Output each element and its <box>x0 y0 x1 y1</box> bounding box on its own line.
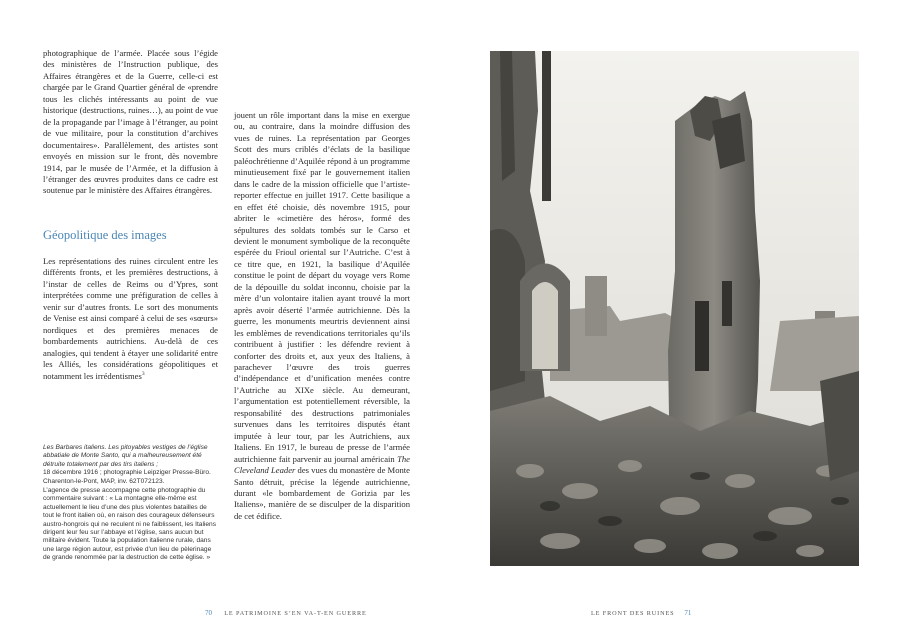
left-running-title: LE PATRIMOINE S’EN VA-T-EN GUERRE <box>224 610 367 617</box>
right-page-number: 71 <box>684 609 692 617</box>
ruins-photo-illustration <box>490 51 859 566</box>
right-footer <box>591 609 691 617</box>
paragraph: photographique de l’armée. Placée sous l’égide des ministères de l’Instruction publique, des Affaires étrangères et de la Guerre, celle-ci est chargée par le Grand Quartier général de «prendre tous les clichés intéressants au point de vue historique (destructions, ruines…), au point de vue de la propagande par l’image à l’étranger, au point de vue militaire, pour la constitution d’archives documentaires». Parallèlement, des artistes sont envoyés en mission sur le front, dès novembre 1914, par le musée de l’Armée, et la diffusion à l’étranger des œuvres produites dans ce cadre est soutenue par le ministère des Affaires étrangères. <box>43 48 218 196</box>
paragraph-text: jouent un rôle important dans la mise en exergue ou, au contraire, dans la moindre diffusion des vues de ruines. La représentation par Georges Scott des murs criblés d’éclats de la basilique paléochrétienne d’Aquilée répond à un programme minutieusement fixé par le gouvernement italien dans le cadre de la mission officielle que l’artiste-reporter effectue en juillet 1917. Cette basilique a en effet été choisie, dès novembre 1915, pour abriter le «cimetière des héros», formé des sépultures des soldats tombés sur le Carso et devient le monument symbolique de la reconquête espérée du Frioul oriental sur l’Autriche. C’est à ce titre que, en 1921, la basilique d’Aquilée constitue le point de départ du voyage vers Rome de la dépouille du soldat inconnu, choisie par la mère d’un volontaire italien ayant trouvé la mort après avoir déserté l’armée autrichienne. Dès la guerre, les monuments meurtris deviennent ainsi les emblèmes de revendications territoriales qu’ils contribuent à justifier : les défendre revient à conforter des droits et, aux yeux des Italiens, à parachever l’œuvre des trois guerres d’indépendance et d’unification menées contre l’Autriche au XIXe siècle. Au demeurant, l’argumentation est potentiellement réversible, la responsabilité des destructions patrimoniales survenues dans les territoires disputés étant imputée à leur tour, par les Autrichiens, aux Italiens. En 1917, le bureau de presse de l’armée autrichienne fait parvenir au journal américain <box>234 110 410 464</box>
paragraph <box>234 110 410 522</box>
footnote-ref: 3 <box>141 370 145 377</box>
left-footer <box>205 609 367 617</box>
paragraph <box>43 256 218 382</box>
column-1-top <box>43 48 218 197</box>
caption-credit: 18 décembre 1916 ; photographie Leipziger Presse-Büro. Charenton-le-Pont, MAP, inv. 62T072123. <box>43 469 211 485</box>
column-1-bottom <box>43 256 218 382</box>
photo-caption <box>43 444 219 563</box>
ruins-photograph <box>490 51 859 566</box>
caption-body: L’agence de presse accompagne cette photographie du commentaire suivant : « La montagne elle-même est actuellement le lieu d’une des plus violentes batailles de tout le front italien où, en raison des courageux défenseurs austro-hongrois qui ne reculent ni ne faiblissent, les Italiens dirigent leur feu sur l’abbaye et l’église, sans aucun but militaire évident. Toute la population italienne rurale, dans une large région autour, est privée d’un lieu de pèlerinage de grande renommée par la destruction de cette église. » <box>43 487 217 562</box>
column-2 <box>234 110 410 522</box>
right-running-title: LE FRONT DES RUINES <box>591 610 675 617</box>
paragraph-text: Les représentations des ruines circulent entre les différents fronts, et les premières destructions, à l’instar de celles de Reims ou d’Ypres, sont interprétées comme une préfiguration de celles à venir sur d’autres fronts. Le sort des monuments de Venise est ainsi comparé à celui de ses «sœurs» nordiques et des premières menaces de bombardements autrichiens. Au-delà de ces analogies, qui tendent à étayer une solidarité entre les Alliés, les considérations géopolitiques et notamment les irrédentismes <box>43 256 218 381</box>
caption-title: Les Barbares italiens. Les pitoyables vestiges de l’église abbatiale de Monte Santo, qui a malheureusement été détruite totalement par des tirs italiens ; <box>43 444 208 468</box>
section-heading: Géopolitique des images <box>43 228 167 242</box>
left-page-number: 70 <box>205 609 212 617</box>
newspaper-title: The Cleveland Leader <box>234 453 410 476</box>
paragraph-text: des vues du monastère de Monte Santo détruit, précise la légende autrichienne, durant «le bombardement de Gorizia par les Italiens», manière de se disculper de la disparition de cet édifice. <box>234 465 410 521</box>
